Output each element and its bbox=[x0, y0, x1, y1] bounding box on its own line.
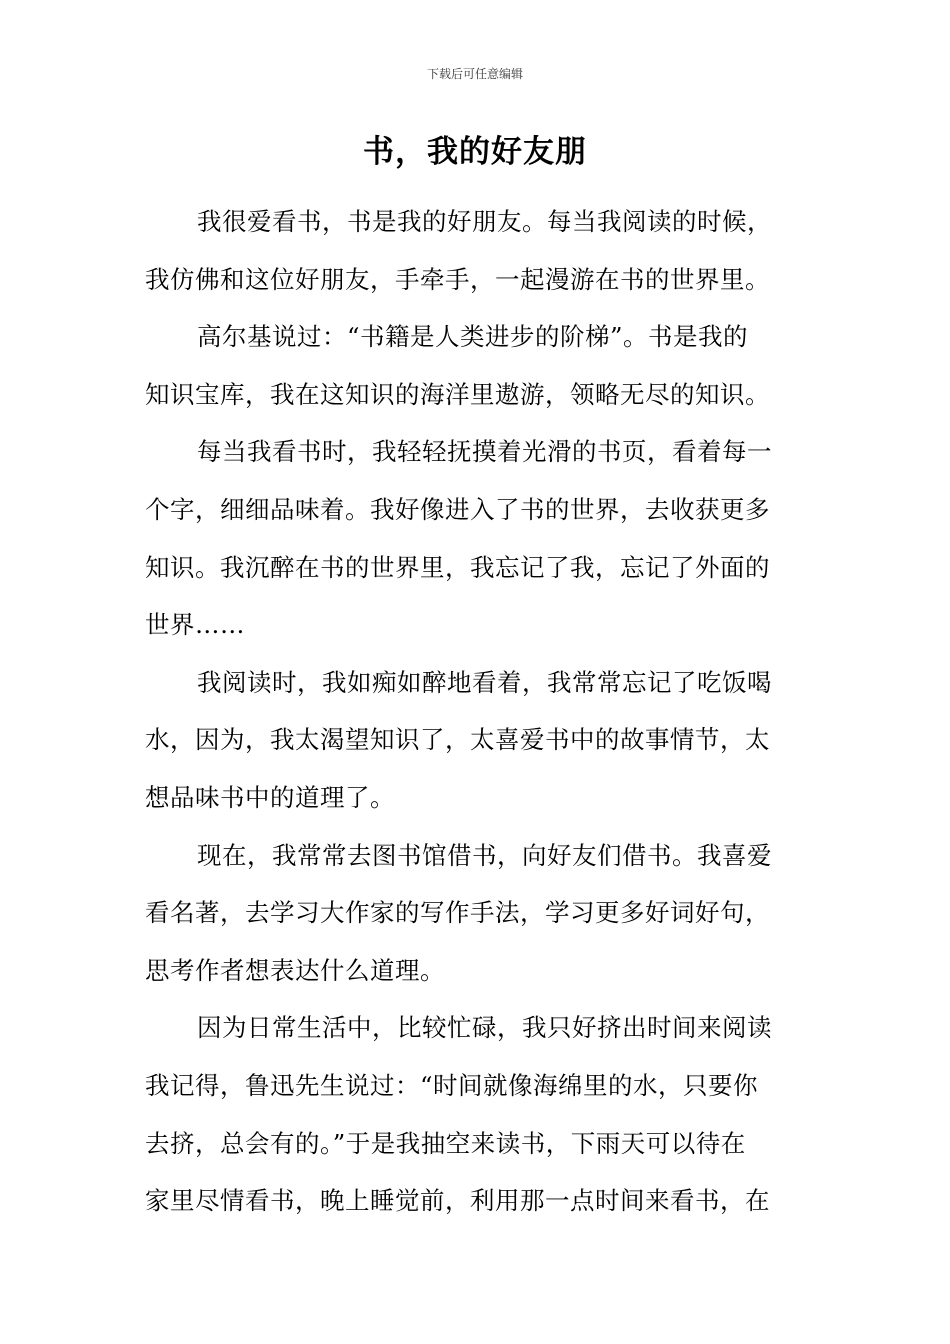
paragraph-2-line-1: 高尔基说过：“书籍是人类进步的阶梯”。书是我的 bbox=[197, 322, 749, 352]
paragraph-3-line-1: 每当我看书时，我轻轻抚摸着光滑的书页，看着每一 bbox=[197, 437, 772, 467]
document-title: 书，我的好友朋 bbox=[363, 134, 587, 170]
paragraph-1-line-1: 我很爱看书，书是我的好朋友。每当我阅读的时候， bbox=[197, 207, 772, 236]
paragraph-6-line-1: 因为日常生活中，比较忙碌，我只好挤出时间来阅读 bbox=[197, 1013, 772, 1043]
paragraph-6-line-4: 家里尽情看书，晚上睡觉前，利用那一点时间来看书，在 bbox=[145, 1186, 770, 1216]
document-body bbox=[145, 193, 807, 1230]
paragraph-5-line-1: 现在，我常常去图书馆借书，向好友们借书。我喜爱 bbox=[197, 840, 772, 870]
paragraph-6-line-2: 我记得，鲁迅先生说过：“时间就像海绵里的水，只要你 bbox=[145, 1070, 759, 1100]
paragraph-1-line-2: 我仿佛和这位好朋友，手牵手，一起漫游在书的世界里。 bbox=[145, 264, 770, 294]
paragraph-4-line-1: 我阅读时，我如痴如醉地看着，我常常忘记了吃饭喝 bbox=[197, 667, 772, 697]
paragraph-4-line-2: 水，因为，我太渴望知识了，太喜爱书中的故事情节，太 bbox=[145, 725, 770, 755]
paragraph-3-line-4: 世界…… bbox=[145, 610, 245, 640]
paragraph-4-line-3: 想品味书中的道理了。 bbox=[145, 782, 395, 812]
paragraph-5-line-2: 看名著，去学习大作家的写作手法，学习更多好词好句， bbox=[145, 898, 770, 928]
paragraph-2-line-2: 知识宝库，我在这知识的海洋里遨游，领略无尽的知识。 bbox=[145, 379, 770, 409]
paragraph-3-line-3: 知识。我沉醉在书的世界里，我忘记了我，忘记了外面的 bbox=[145, 552, 770, 582]
page-header-note: 下载后可任意编辑 bbox=[426, 67, 523, 81]
paragraph-6-line-3: 去挤，总会有的。”于是我抽空来读书，下雨天可以待在 bbox=[145, 1128, 746, 1158]
paragraph-3-line-2: 个字，细细品味着。我好像进入了书的世界，去收获更多 bbox=[145, 494, 770, 524]
paragraph-5-line-3: 思考作者想表达什么道理。 bbox=[145, 955, 445, 985]
